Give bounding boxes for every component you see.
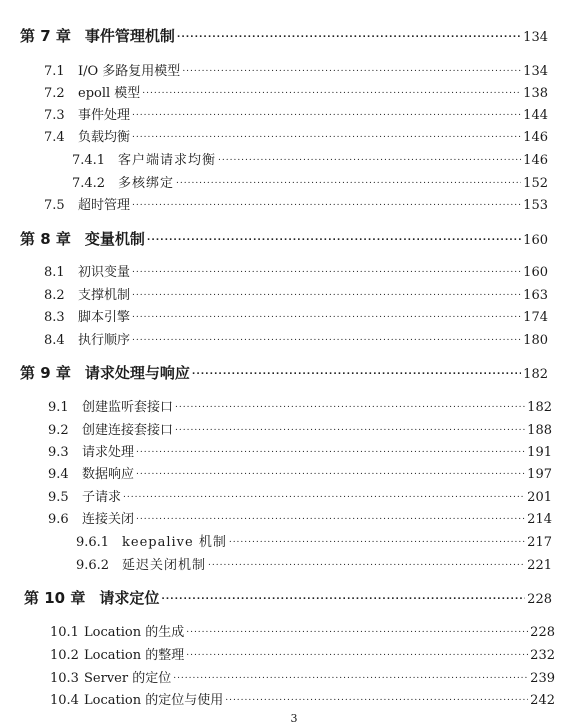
- toc-entry-page: 182: [523, 367, 548, 382]
- toc-entry-number: 7.3: [44, 108, 65, 123]
- toc-entry-title: 数据响应: [82, 467, 135, 482]
- toc-entry-title: 请求定位: [99, 589, 160, 607]
- dot-leader: [132, 309, 521, 322]
- toc-entry-page: 191: [527, 445, 552, 460]
- toc-entry-title: 请求处理与响应: [84, 364, 190, 382]
- toc-entry-page: 232: [530, 648, 555, 663]
- toc-entry-number: 7.4.2: [72, 176, 106, 191]
- toc-section-row[interactable]: [50, 621, 555, 640]
- toc-section-row[interactable]: [48, 463, 552, 482]
- toc-entry-title: 延迟关闭机制: [122, 558, 207, 573]
- toc-entry-number: 8.1: [44, 265, 65, 280]
- toc-entry-number: 9.2: [48, 423, 69, 438]
- toc-entry-page: 163: [523, 288, 548, 303]
- toc-entry-page: 134: [523, 64, 548, 79]
- dot-leader: [192, 364, 521, 379]
- dot-leader: [136, 466, 525, 479]
- page-number: 3: [290, 712, 298, 725]
- toc-entry-page: 134: [523, 30, 548, 45]
- toc-entry-title: Location 的生成: [84, 625, 185, 640]
- toc-section-row[interactable]: [44, 261, 548, 280]
- toc-entry-page: 146: [523, 153, 548, 168]
- toc-subsection-row[interactable]: [76, 554, 552, 573]
- toc-entry-title: Location 的定位与使用: [84, 693, 224, 708]
- dot-leader: [208, 557, 525, 570]
- toc-entry-number: 8.2: [44, 288, 65, 303]
- toc-section-row[interactable]: [48, 486, 552, 505]
- toc-entry-page: 228: [527, 592, 552, 607]
- toc-subsection-row[interactable]: [72, 172, 548, 191]
- dot-leader: [177, 27, 521, 42]
- dot-leader: [175, 399, 525, 412]
- toc-entry-title: Server 的定位: [84, 671, 172, 686]
- toc-entry-number: 第 10 章: [24, 589, 86, 607]
- toc-entry-title: 变量机制: [84, 230, 145, 248]
- toc-entry-number: 7.4.1: [72, 153, 106, 168]
- toc-entry-page: 228: [530, 625, 555, 640]
- toc-entry-page: 153: [523, 198, 548, 213]
- dot-leader: [132, 129, 521, 142]
- toc-entry-title: 事件管理机制: [84, 27, 175, 45]
- dot-leader: [229, 534, 525, 547]
- dot-leader: [173, 670, 528, 683]
- dot-leader: [186, 624, 528, 637]
- toc-entry-title: 连接关闭: [82, 512, 135, 527]
- dot-leader: [186, 647, 528, 660]
- toc-section-row[interactable]: [44, 194, 548, 213]
- toc-entry-number: 7.5: [44, 198, 65, 213]
- toc-entry-page: 160: [523, 233, 548, 248]
- toc-entry-title: 事件处理: [78, 108, 131, 123]
- toc-entry-title: 创建监听套接口: [82, 400, 174, 415]
- toc-section-row[interactable]: [48, 396, 552, 415]
- toc-entry-page: 180: [523, 333, 548, 348]
- dot-leader: [132, 264, 521, 277]
- toc-section-row[interactable]: [48, 441, 552, 460]
- toc-entry-title: Location 的整理: [84, 648, 185, 663]
- dot-leader: [218, 152, 521, 165]
- dot-leader: [132, 197, 521, 210]
- dot-leader: [132, 107, 521, 120]
- dot-leader: [123, 489, 525, 502]
- toc-entry-page: 201: [527, 490, 552, 505]
- toc-section-row[interactable]: [44, 306, 548, 325]
- dot-leader: [176, 175, 521, 188]
- toc-subsection-row[interactable]: [72, 149, 548, 168]
- toc-entry-page: 138: [523, 86, 548, 101]
- toc-entry-page: 221: [527, 558, 552, 573]
- toc-entry-number: 9.1: [48, 400, 69, 415]
- toc-chapter-row[interactable]: [24, 587, 552, 608]
- toc-entry-number: 9.6.1: [76, 535, 110, 550]
- toc-entry-number: 第 8 章: [20, 230, 71, 248]
- dot-leader: [136, 511, 525, 524]
- toc-section-row[interactable]: [44, 329, 548, 348]
- toc-entry-number: 10.1: [50, 625, 79, 640]
- toc-entry-number: 7.4: [44, 130, 65, 145]
- dot-leader: [161, 589, 525, 604]
- toc-entry-title: 客户端请求均衡: [118, 153, 217, 168]
- toc-entry-title: 负载均衡: [78, 130, 131, 145]
- toc-entry-number: 7.1: [44, 64, 65, 79]
- toc-entry-title: 创建连接套接口: [82, 423, 174, 438]
- toc-entry-number: 10.4: [50, 693, 79, 708]
- toc-entry-page: 239: [530, 671, 555, 686]
- toc-section-row[interactable]: [48, 508, 552, 527]
- toc-entry-number: 7.2: [44, 86, 65, 101]
- toc-entry-number: 9.4: [48, 467, 69, 482]
- toc-entry-title: keepalive 机制: [122, 535, 227, 550]
- toc-chapter-row[interactable]: [20, 25, 548, 46]
- toc-entry-page: 188: [527, 423, 552, 438]
- toc-entry-page: 146: [523, 130, 548, 145]
- toc-entry-title: 子请求: [82, 490, 122, 505]
- toc-entry-number: 10.2: [50, 648, 79, 663]
- dot-leader: [136, 444, 525, 457]
- toc-entry-number: 9.6.2: [76, 558, 110, 573]
- toc-section-row[interactable]: [50, 689, 555, 708]
- toc-entry-number: 第 7 章: [20, 27, 71, 45]
- toc-entry-title: 初识变量: [78, 265, 131, 280]
- toc-section-row[interactable]: [44, 284, 548, 303]
- toc-chapter-row[interactable]: [20, 362, 548, 383]
- toc-section-row[interactable]: [44, 104, 548, 123]
- toc-chapter-row[interactable]: [20, 228, 548, 249]
- toc-entry-page: 182: [527, 400, 552, 415]
- toc-entry-page: 160: [523, 265, 548, 280]
- toc-entry-number: 9.6: [48, 512, 69, 527]
- toc-entry-number: 8.4: [44, 333, 65, 348]
- toc-entry-page: 214: [527, 512, 552, 527]
- toc-entry-page: 217: [527, 535, 552, 550]
- dot-leader: [175, 422, 525, 435]
- toc-entry-title: 请求处理: [82, 445, 135, 460]
- toc-entry-number: 9.3: [48, 445, 69, 460]
- dot-leader: [225, 692, 528, 705]
- dot-leader: [132, 287, 521, 300]
- dot-leader: [132, 332, 521, 345]
- dot-leader: [182, 63, 521, 76]
- toc-entry-title: 脚本引擎: [78, 310, 131, 325]
- dot-leader: [147, 230, 521, 245]
- toc-section-row[interactable]: [44, 82, 548, 101]
- toc-entry-page: 242: [530, 693, 555, 708]
- toc-entry-page: 152: [523, 176, 548, 191]
- toc-entry-title: 多核绑定: [118, 176, 175, 191]
- toc-entry-title: I/O 多路复用模型: [78, 64, 181, 79]
- dot-leader: [142, 85, 521, 98]
- toc-section-row[interactable]: [50, 667, 555, 686]
- toc-subsection-row[interactable]: [76, 531, 552, 550]
- toc-entry-title: 超时管理: [78, 198, 131, 213]
- toc-entry-page: 174: [523, 310, 548, 325]
- toc-entry-page: 197: [527, 467, 552, 482]
- toc-entry-page: 144: [523, 108, 548, 123]
- toc-entry-title: epoll 模型: [78, 86, 141, 101]
- toc-entry-number: 第 9 章: [20, 364, 71, 382]
- toc-section-row[interactable]: [44, 126, 548, 145]
- toc-entry-title: 支撑机制: [78, 288, 131, 303]
- toc-section-row[interactable]: [50, 644, 555, 663]
- toc-entry-number: 9.5: [48, 490, 69, 505]
- toc-section-row[interactable]: [48, 419, 552, 438]
- toc-entry-number: 10.3: [50, 671, 79, 686]
- toc-section-row[interactable]: [44, 60, 548, 79]
- toc-entry-number: 8.3: [44, 310, 65, 325]
- toc-entry-title: 执行顺序: [78, 333, 131, 348]
